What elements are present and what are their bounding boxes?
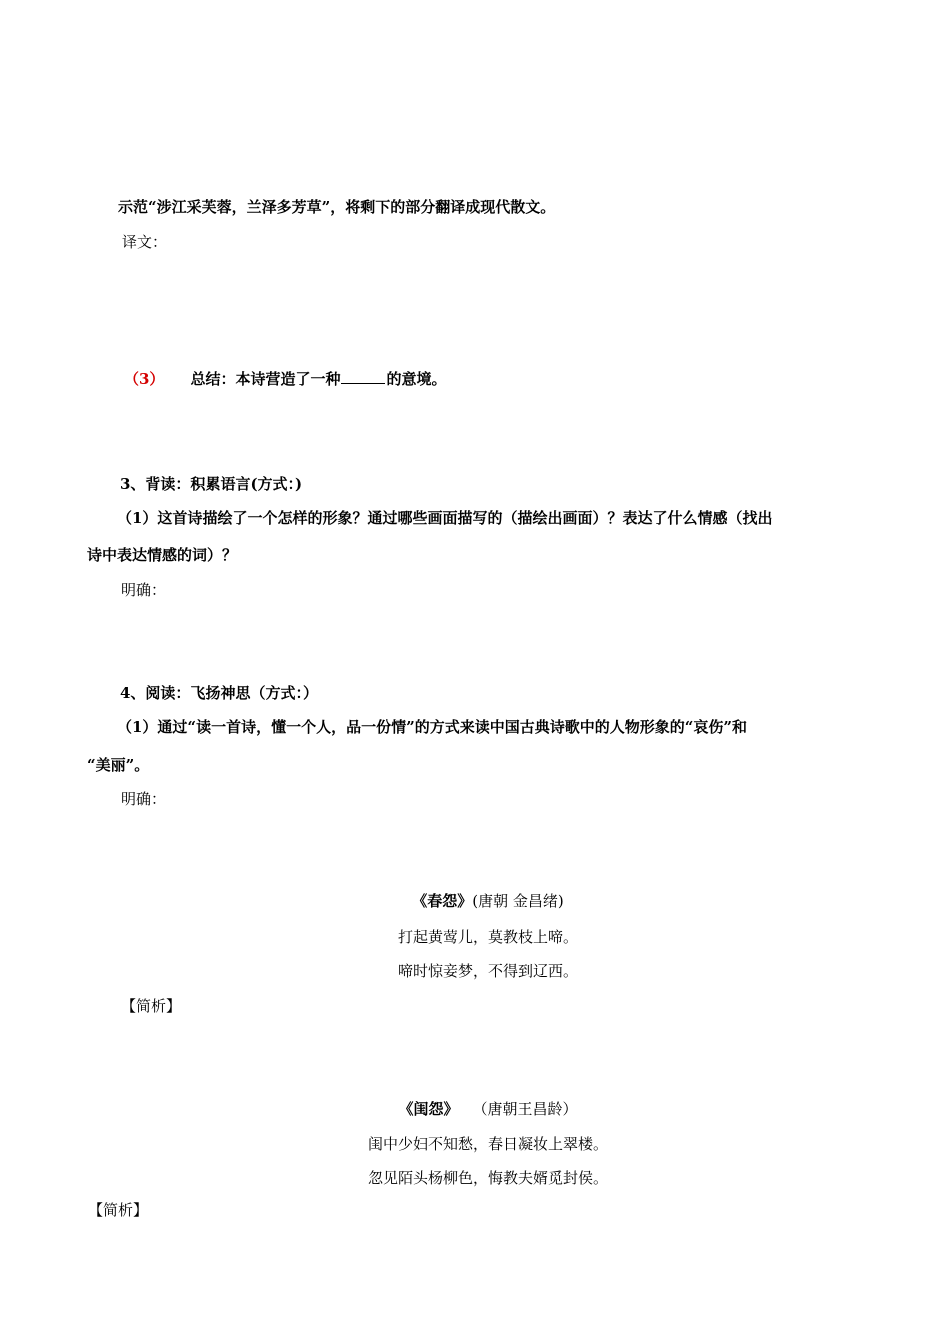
section3-answer-label: 明确：: [121, 581, 167, 599]
poem2-author: （唐朝王昌龄）: [472, 1100, 578, 1118]
q2-3-line: [124, 369, 446, 389]
poem2-line-1: 闺中少妇不知愁，春日凝妆上翠楼。: [367, 1135, 608, 1153]
poem1-author: (唐朝 金昌绪): [472, 892, 564, 910]
poem2-line-2: 忽见陌头杨柳色，悔教夫婿觅封侯。: [367, 1169, 608, 1187]
q2-instruction: 示范“涉江采芙蓉，兰泽多芳草”，将剩下的部分翻译成现代散文。: [118, 198, 556, 216]
poem1-title: 《春怨》: [412, 892, 473, 910]
section4-answer-label: 明确：: [121, 790, 167, 808]
fill-in-blank: [341, 369, 385, 384]
section4-question-line2: “美丽”。: [87, 756, 150, 774]
translation-label: 译文：: [122, 233, 168, 251]
poem2-analysis-label: 【简析】: [88, 1201, 149, 1219]
poem1-line-1: 打起黄莺儿，莫教枝上啼。: [397, 928, 578, 946]
poem2-title: 《闺怨》: [398, 1100, 459, 1118]
poem1-analysis-label: 【简析】: [121, 997, 182, 1015]
q2-3-number: （3）: [124, 370, 165, 388]
poem1-line-2: 啼时惊妾梦，不得到辽西。: [397, 962, 578, 980]
q2-3-text-after: 的意境。: [386, 370, 447, 388]
section3-question-line1: （1）这首诗描绘了一个怎样的形象？通过哪些画面描写的（描绘出画面）？表达了什么情感（找出: [117, 509, 773, 527]
section4-heading: 4、阅读：飞扬神思（方式：）: [120, 684, 318, 702]
section4-question-line1: （1）通过“读一首诗，懂一个人，品一份情”的方式来读中国古典诗歌中的人物形象的“哀伤”和: [117, 718, 747, 736]
section3-question-line2: 诗中表达情感的词）？: [87, 546, 238, 564]
section3-heading: 3、背读：积累语言(方式：): [120, 475, 303, 493]
poem2-heading: [0, 1099, 950, 1119]
q2-3-text-before: 总结：本诗营造了一种: [190, 370, 341, 388]
poem1-heading: [0, 891, 950, 911]
